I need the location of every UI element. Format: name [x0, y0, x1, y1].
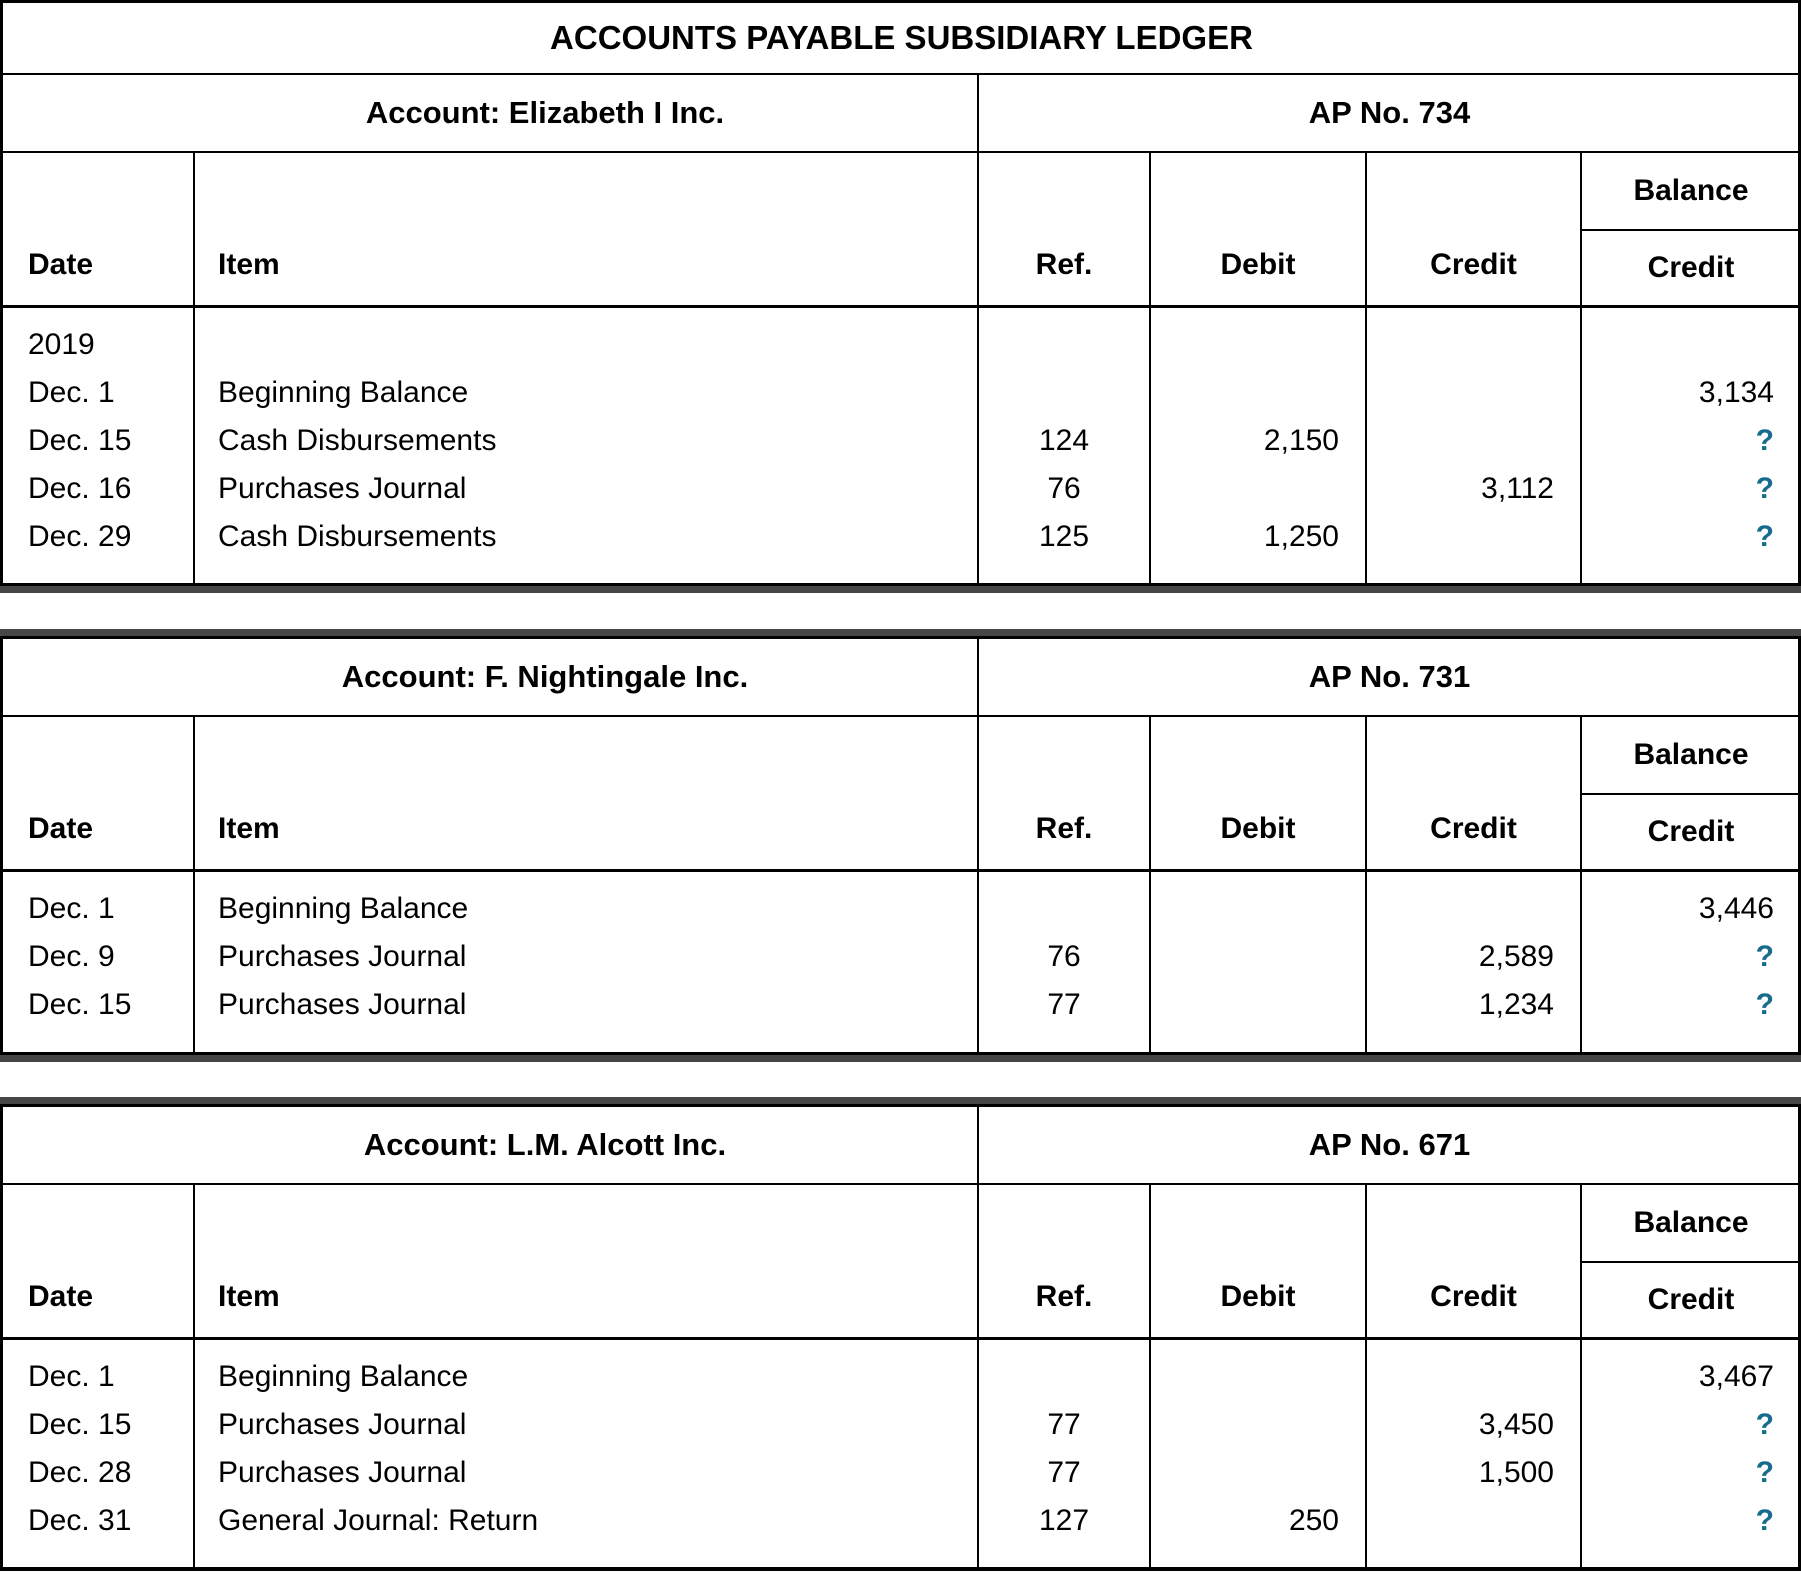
balance-value — [1582, 321, 1800, 369]
date-value: Dec. 9 — [28, 940, 115, 973]
ref-value — [979, 321, 1149, 369]
column-header-ref: Ref. — [977, 717, 1149, 872]
ap-ledger-table-elizabeth — [0, 0, 1801, 586]
item-value: Cash Disbursements — [218, 520, 497, 553]
ap-number: AP No. 731 — [977, 639, 1800, 717]
column-header-balance-group — [1580, 717, 1800, 872]
column-header-debit: Debit — [1149, 153, 1365, 308]
debit-column — [1149, 872, 1365, 1052]
debit-value — [1151, 885, 1365, 933]
item-column — [193, 872, 977, 1052]
ap-ledger-table-alcott — [0, 1104, 1801, 1571]
column-header-item: Item — [193, 717, 977, 872]
credit-column — [1365, 872, 1580, 1052]
column-header-balance-group — [1580, 153, 1800, 308]
debit-value — [1151, 981, 1365, 1029]
balance-header: Balance — [1582, 717, 1800, 795]
credit-value: 1,234 — [1478, 988, 1554, 1021]
debit-column — [1149, 308, 1365, 583]
ap-number: AP No. 671 — [977, 1107, 1800, 1185]
date-value: Dec. 28 — [28, 1456, 132, 1489]
balance-credit-header: Credit — [1647, 251, 1735, 284]
column-header-date: Date — [3, 1185, 193, 1340]
column-header-debit: Debit — [1149, 717, 1365, 872]
balance-value: 3,134 — [1698, 376, 1774, 409]
table-gap — [0, 1062, 1801, 1097]
item-value: Cash Disbursements — [218, 424, 497, 457]
account-name: Account: Elizabeth I Inc. — [3, 75, 977, 153]
column-header-credit: Credit — [1365, 153, 1580, 308]
balance-value: ? — [1755, 988, 1774, 1021]
credit-value: 1,500 — [1478, 1456, 1554, 1489]
column-header-balance-group — [1580, 1185, 1800, 1340]
ref-value — [979, 369, 1149, 417]
credit-value — [1367, 417, 1580, 465]
column-header-date: Date — [3, 717, 193, 872]
balance-credit-header: Credit — [1647, 815, 1735, 848]
date-value: Dec. 1 — [28, 376, 115, 409]
column-header-item: Item — [193, 1185, 977, 1340]
debit-value — [1151, 465, 1365, 513]
date-value: 2019 — [28, 328, 95, 361]
credit-value — [1367, 885, 1580, 933]
item-value — [218, 321, 977, 369]
credit-column — [1365, 308, 1580, 583]
debit-value — [1151, 321, 1365, 369]
credit-value — [1367, 513, 1580, 561]
debit-value — [1151, 1449, 1365, 1497]
ref-value: 77 — [1047, 988, 1081, 1021]
ref-value: 124 — [1038, 424, 1090, 457]
balance-value: 3,467 — [1698, 1360, 1774, 1393]
item-value: General Journal: Return — [218, 1504, 539, 1537]
balance-credit-header: Credit — [1647, 1283, 1735, 1316]
debit-value — [1151, 1353, 1365, 1401]
column-header-item: Item — [193, 153, 977, 308]
credit-value: 3,450 — [1478, 1408, 1554, 1441]
column-header-ref: Ref. — [977, 1185, 1149, 1340]
ap-number: AP No. 734 — [977, 75, 1800, 153]
ref-column — [977, 308, 1149, 583]
table-separator-band — [0, 586, 1801, 593]
credit-value — [1367, 369, 1580, 417]
date-value: Dec. 16 — [28, 472, 132, 505]
item-value: Beginning Balance — [218, 1360, 469, 1393]
ref-value: 76 — [1047, 472, 1081, 505]
balance-value: ? — [1755, 1504, 1774, 1537]
date-value: Dec. 1 — [28, 1360, 115, 1393]
table-separator-band — [0, 1055, 1801, 1062]
balance-value: ? — [1755, 1456, 1774, 1489]
ref-value: 127 — [1038, 1504, 1090, 1537]
ref-column — [977, 872, 1149, 1052]
debit-value — [1151, 933, 1365, 981]
balance-column — [1580, 1340, 1800, 1567]
table-gap — [0, 593, 1801, 629]
ledger-title: ACCOUNTS PAYABLE SUBSIDIARY LEDGER — [3, 3, 1800, 75]
date-value: Dec. 15 — [28, 424, 132, 457]
item-value: Purchases Journal — [218, 1408, 467, 1441]
credit-value: 3,112 — [1481, 472, 1554, 505]
account-name: Account: F. Nightingale Inc. — [3, 639, 977, 717]
debit-value — [1151, 1401, 1365, 1449]
date-column — [3, 1340, 193, 1567]
item-column — [193, 308, 977, 583]
date-value: Dec. 15 — [28, 1408, 132, 1441]
column-header-credit: Credit — [1365, 1185, 1580, 1340]
date-column — [3, 308, 193, 583]
ref-value: 76 — [1047, 940, 1081, 973]
item-value: Purchases Journal — [218, 940, 467, 973]
column-header-date: Date — [3, 153, 193, 308]
debit-column — [1149, 1340, 1365, 1567]
date-value: Dec. 1 — [28, 892, 115, 925]
date-value: Dec. 31 — [28, 1504, 132, 1537]
balance-header: Balance — [1582, 153, 1800, 231]
balance-value: ? — [1755, 1408, 1774, 1441]
column-header-credit: Credit — [1365, 717, 1580, 872]
item-value: Beginning Balance — [218, 376, 469, 409]
date-value: Dec. 15 — [28, 988, 132, 1021]
date-value: Dec. 29 — [28, 520, 132, 553]
column-header-ref: Ref. — [977, 153, 1149, 308]
ref-value: 77 — [1047, 1408, 1081, 1441]
ref-value — [979, 1353, 1149, 1401]
item-value: Purchases Journal — [218, 1456, 467, 1489]
balance-header: Balance — [1582, 1185, 1800, 1263]
table-separator-band — [0, 629, 1801, 636]
credit-value — [1367, 321, 1580, 369]
debit-value: 250 — [1288, 1504, 1339, 1537]
column-header-debit: Debit — [1149, 1185, 1365, 1340]
credit-value — [1367, 1353, 1580, 1401]
debit-value: 1,250 — [1263, 520, 1339, 553]
ref-value: 125 — [1038, 520, 1090, 553]
item-column — [193, 1340, 977, 1567]
balance-value: ? — [1755, 472, 1774, 505]
balance-value: ? — [1755, 520, 1774, 553]
date-column — [3, 872, 193, 1052]
balance-value: ? — [1755, 940, 1774, 973]
balance-value: 3,446 — [1698, 892, 1774, 925]
item-value: Beginning Balance — [218, 892, 469, 925]
table-separator-band — [0, 1097, 1801, 1104]
ap-ledger-table-nightingale — [0, 636, 1801, 1055]
ref-value — [979, 885, 1149, 933]
credit-value: 2,589 — [1478, 940, 1554, 973]
balance-column — [1580, 308, 1800, 583]
balance-column — [1580, 872, 1800, 1052]
debit-value: 2,150 — [1263, 424, 1339, 457]
item-value: Purchases Journal — [218, 472, 467, 505]
credit-value — [1367, 1497, 1580, 1545]
credit-column — [1365, 1340, 1580, 1567]
ref-value: 77 — [1047, 1456, 1081, 1489]
account-name: Account: L.M. Alcott Inc. — [3, 1107, 977, 1185]
ref-column — [977, 1340, 1149, 1567]
item-value: Purchases Journal — [218, 988, 467, 1021]
balance-value: ? — [1755, 424, 1774, 457]
debit-value — [1151, 369, 1365, 417]
